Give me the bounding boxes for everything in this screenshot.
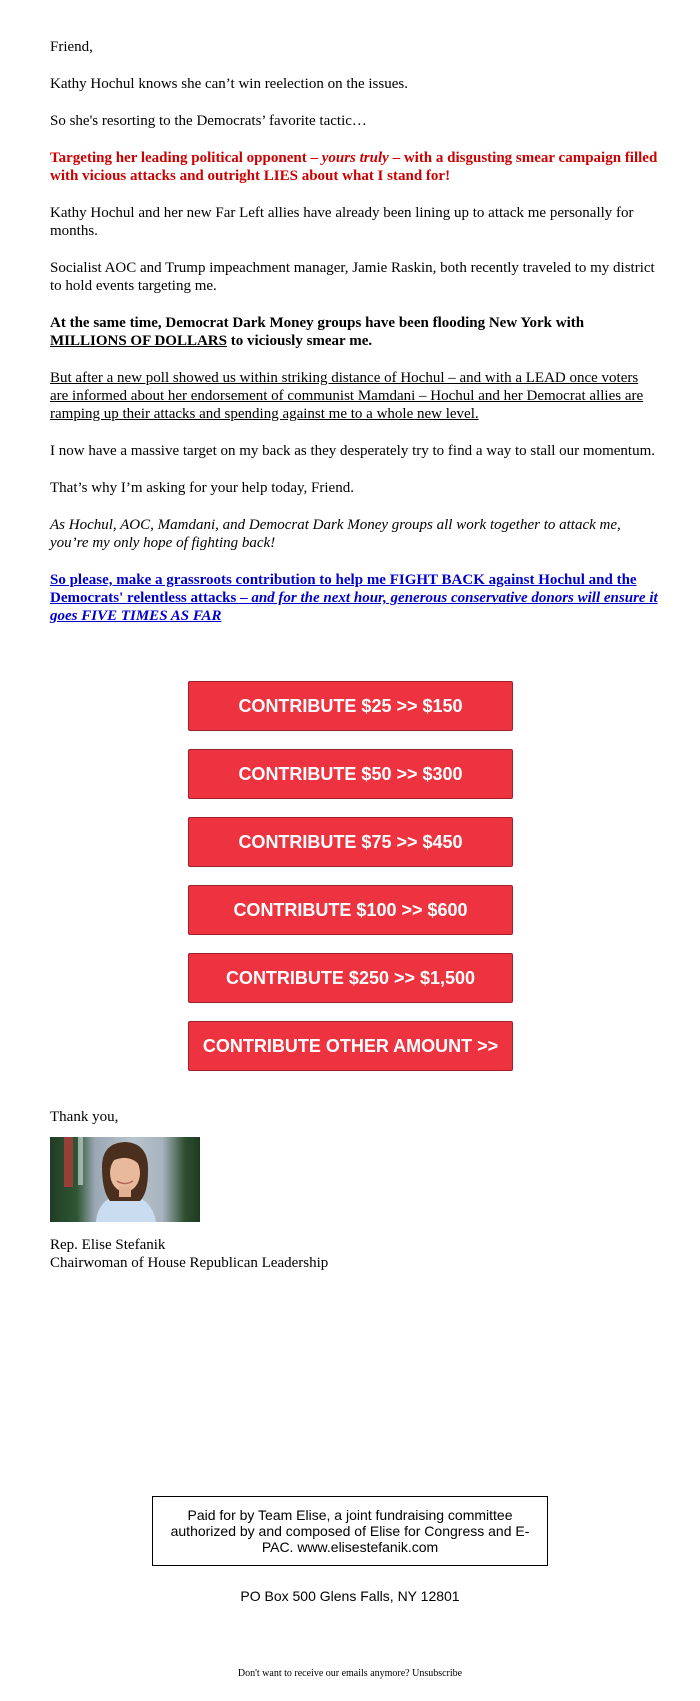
unsubscribe-link[interactable]: Don't want to receive our emails anymore? Unsubscribe: [237, 1668, 463, 1679]
contribute-50-button[interactable]: CONTRIBUTE $50 >> $300: [188, 749, 513, 799]
signature-title: Chairwoman of House Republican Leadership: [50, 1255, 329, 1271]
contribute-25-button[interactable]: CONTRIBUTE $25 >> $150: [188, 681, 513, 731]
contribute-250-button[interactable]: CONTRIBUTE $250 >> $1,500: [188, 953, 513, 1003]
link-emphasis-text: and for the next hour, generous conservative donors will ensure it goes FIVE TIMES AS FAR: [50, 590, 658, 624]
donate-link-paragraph: [50, 571, 660, 625]
text-span: Targeting her leading political opponent –: [50, 150, 322, 166]
paragraph: That’s why I’m asking for your help today, Friend.: [50, 480, 354, 496]
text-span: At the same time, Democrat Dark Money groups have been flooding New York with: [50, 315, 585, 331]
contribution-buttons: [188, 681, 513, 1089]
contribute-other-button[interactable]: CONTRIBUTE OTHER AMOUNT >>: [188, 1021, 513, 1071]
text-span: – with a disgusting smear campaign filled with vicious attacks and outright LIES about what I stand for!: [50, 150, 658, 184]
portrait-illustration: [50, 1137, 200, 1222]
email-content: [50, 38, 660, 644]
signoff: Thank you,: [50, 1109, 119, 1125]
link-text: So please, make a grassroots contribution to help me FIGHT BACK against Hochul and the Democrats' relentless attacks –: [50, 572, 637, 606]
mailing-address: PO Box 500 Glens Falls, NY 12801: [240, 1588, 460, 1604]
paragraph: Kathy Hochul knows she can’t win reelection on the issues.: [50, 76, 408, 92]
emphasis-text: yours truly: [321, 150, 389, 166]
bold-paragraph: [50, 314, 660, 350]
paragraph: So she's resorting to the Democrats’ favorite tactic…: [50, 113, 367, 129]
underlined-text: MILLIONS OF DOLLARS: [50, 333, 227, 349]
italic-paragraph: As Hochul, AOC, Mamdani, and Democrat Dark Money groups all work together to attack me, you’re my only hope of fighting back!: [50, 517, 621, 551]
greeting: Friend,: [50, 39, 93, 55]
signature-name: Rep. Elise Stefanik: [50, 1237, 166, 1253]
contribute-100-button[interactable]: CONTRIBUTE $100 >> $600: [188, 885, 513, 935]
donate-link[interactable]: [50, 572, 658, 624]
paid-for-disclaimer: Paid for by Team Elise, a joint fundraising committee authorized by and composed of Elise for Congress and E-PAC. www.elisestefanik.com: [152, 1496, 548, 1566]
text-span: to viciously smear me.: [226, 333, 373, 349]
portrait-photo: [50, 1137, 200, 1222]
paragraph: Kathy Hochul and her new Far Left allies have already been lining up to attack me personally for months.: [50, 205, 634, 239]
paragraph: I now have a massive target on my back as they desperately try to find a way to stall our momentum.: [50, 443, 655, 459]
paragraph: Socialist AOC and Trump impeachment manager, Jamie Raskin, both recently traveled to my district to hold events targeting me.: [50, 260, 655, 294]
contribute-75-button[interactable]: CONTRIBUTE $75 >> $450: [188, 817, 513, 867]
signature: [50, 1236, 328, 1272]
highlighted-paragraph: [50, 149, 660, 185]
underlined-paragraph: But after a new poll showed us within striking distance of Hochul – and with a LEAD once voters are informed about her endorsement of communist Mamdani – Hochul and her Democrat allies are ramping up their attacks and spending against me to a whole new level.: [50, 370, 644, 422]
